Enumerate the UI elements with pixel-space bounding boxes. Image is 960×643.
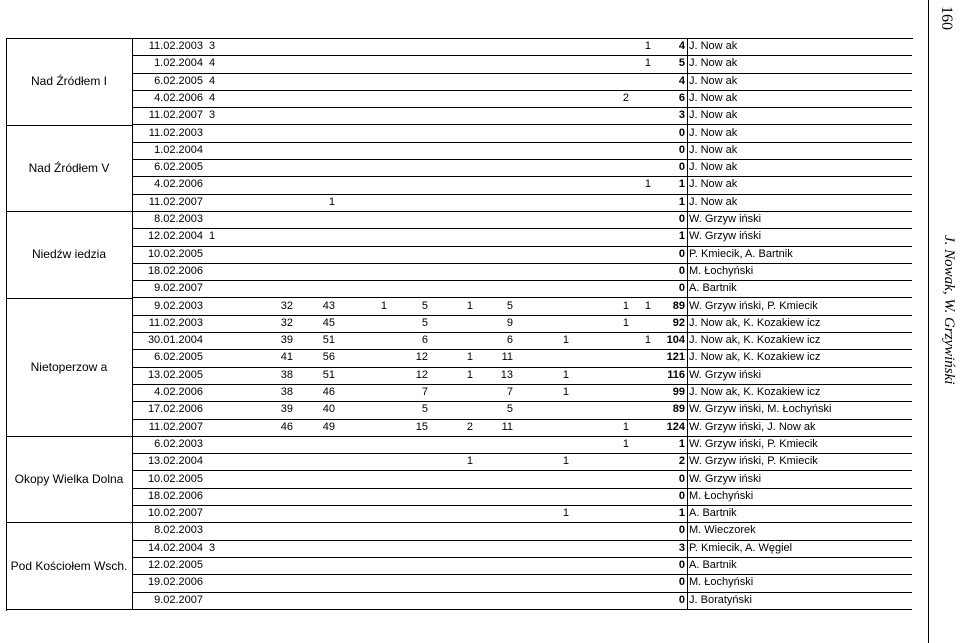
table-row xyxy=(133,540,912,558)
sum-cell: 1 xyxy=(678,195,685,208)
sum-cell: 121 xyxy=(666,351,685,364)
count-cell: 5 xyxy=(506,403,513,416)
date-cell: 4.02.2006 xyxy=(154,178,203,191)
sum-cell: 89 xyxy=(672,403,685,416)
date-cell: 6.02.2005 xyxy=(154,161,203,174)
date-cell: 12.02.2004 xyxy=(147,230,203,243)
observer-cell: J. Now ak xyxy=(689,195,738,208)
count-cell: 5 xyxy=(506,299,513,312)
observer-cell: W. Grzyw iński xyxy=(689,230,762,243)
count-cell: 1 xyxy=(466,351,473,364)
observer-cell: J. Now ak, K. Kozakiew icz xyxy=(689,316,821,329)
table-row xyxy=(133,228,912,246)
sum-cell: 0 xyxy=(678,559,685,571)
site-name: Nad Źródłem I xyxy=(30,74,108,89)
table-row xyxy=(133,298,912,316)
sum-cell: 0 xyxy=(678,143,685,156)
date-cell: 13.02.2005 xyxy=(147,368,203,381)
date-cell: 17.02.2006 xyxy=(147,403,203,416)
sum-cell: 6 xyxy=(678,91,685,104)
sum-cell: 116 xyxy=(667,368,685,381)
count-cell: 1 xyxy=(562,334,569,347)
sum-cell: 1 xyxy=(678,507,685,520)
date-cell: 14.02.2004 xyxy=(147,541,203,554)
count-cell: 11 xyxy=(501,420,513,433)
observer-cell: W. Grzyw iński, J. Now ak xyxy=(689,420,816,433)
count-cell: 6 xyxy=(421,334,428,347)
count-cell: 1 xyxy=(644,334,651,347)
observer-cell: J. Now ak xyxy=(689,57,738,70)
date-cell: 11.02.2003 xyxy=(148,316,203,329)
observer-cell: M. Wieczorek xyxy=(689,524,756,537)
observer-cell: J. Now ak xyxy=(689,40,738,52)
site-name: Niedźw iedzia xyxy=(31,247,107,262)
table-row xyxy=(133,315,912,333)
observer-cell: M. Łochyński xyxy=(689,576,754,589)
count-cell: 41 xyxy=(280,351,293,364)
date-cell: 9.02.2007 xyxy=(154,593,203,606)
observer-cell: M. Łochyński xyxy=(689,264,754,277)
count-cell: 3 xyxy=(209,541,216,554)
site-group xyxy=(6,211,133,299)
count-cell: 1 xyxy=(380,299,387,312)
observer-cell: A. Bartnik xyxy=(689,282,737,295)
sum-cell: 0 xyxy=(678,489,685,502)
count-cell: 1 xyxy=(466,299,473,312)
count-cell: 39 xyxy=(280,334,293,347)
count-cell: 11 xyxy=(501,351,513,364)
sum-cell: 0 xyxy=(678,247,685,260)
count-cell: 38 xyxy=(280,386,293,398)
count-cell: 1 xyxy=(562,455,569,468)
observer-cell: A. Bartnik xyxy=(689,507,737,520)
observer-cell: J. Now ak xyxy=(689,161,738,174)
date-cell: 10.02.2005 xyxy=(147,472,203,485)
count-cell: 1 xyxy=(622,420,629,433)
table-row xyxy=(133,159,912,177)
count-cell: 43 xyxy=(322,299,335,312)
count-cell: 7 xyxy=(506,386,513,398)
observer-cell: J. Now ak xyxy=(689,91,738,104)
sum-cell: 0 xyxy=(678,472,685,485)
count-cell: 1 xyxy=(328,195,335,208)
site-group xyxy=(6,436,133,524)
table-row xyxy=(133,194,912,212)
observer-cell: W. Grzyw iński, M. Łochyński xyxy=(689,403,832,416)
table-row xyxy=(133,488,912,506)
table-row xyxy=(133,557,912,575)
table-row xyxy=(133,246,912,264)
sum-cell: 3 xyxy=(678,541,685,554)
count-cell: 4 xyxy=(209,74,216,87)
count-cell: 7 xyxy=(421,386,428,398)
sum-cell: 0 xyxy=(678,593,685,606)
sum-cell: 104 xyxy=(666,334,685,347)
count-cell: 45 xyxy=(322,316,335,329)
date-cell: 13.02.2004 xyxy=(147,455,203,468)
count-cell: 5 xyxy=(421,299,428,312)
site-name: Pod Kościołem Wsch. xyxy=(10,558,128,573)
table-row xyxy=(133,332,912,350)
count-cell: 4 xyxy=(209,91,216,104)
table-row xyxy=(133,211,912,229)
sum-cell: 1 xyxy=(678,178,685,191)
count-cell: 12 xyxy=(415,368,428,381)
site-group xyxy=(6,522,133,610)
count-cell: 4 xyxy=(209,57,216,70)
table-row xyxy=(133,419,912,437)
table-row xyxy=(133,107,912,125)
count-cell: 6 xyxy=(506,334,513,347)
count-cell: 1 xyxy=(209,230,216,243)
site-group xyxy=(6,125,133,213)
sum-cell: 0 xyxy=(678,126,685,139)
observer-cell: P. Kmiecik, A. Bartnik xyxy=(689,247,793,260)
date-cell: 8.02.2003 xyxy=(154,524,203,537)
page-number: 160 xyxy=(938,6,955,30)
date-cell: 9.02.2007 xyxy=(154,282,203,295)
running-head: J. Nowak, W. Grzywiński xyxy=(941,235,957,385)
table-row xyxy=(133,592,912,610)
observer-cell: P. Kmiecik, A. Węgiel xyxy=(689,541,793,554)
table-row xyxy=(133,176,912,194)
date-cell: 6.02.2005 xyxy=(154,74,203,87)
observer-cell: J. Now ak xyxy=(689,126,738,139)
observer-cell: W. Grzyw iński, P. Kmiecik xyxy=(689,437,818,450)
table-row xyxy=(133,522,912,540)
sum-cell: 0 xyxy=(678,524,685,537)
table-row xyxy=(133,505,912,523)
sum-cell: 4 xyxy=(678,74,685,87)
table-row xyxy=(133,436,912,454)
count-cell: 13 xyxy=(500,368,513,381)
date-cell: 1.02.2004 xyxy=(154,57,203,70)
observer-cell: W. Grzyw iński xyxy=(689,472,762,485)
date-cell: 9.02.2003 xyxy=(154,299,203,312)
observer-cell: W. Grzyw iński, P. Kmiecik xyxy=(689,299,818,312)
observer-cell: J. Now ak xyxy=(689,74,738,87)
count-cell: 40 xyxy=(322,403,335,416)
sum-cell: 2 xyxy=(678,455,685,468)
sum-cell: 5 xyxy=(678,57,685,70)
site-group xyxy=(6,38,133,126)
count-cell: 1 xyxy=(562,507,569,520)
date-cell: 10.02.2007 xyxy=(147,507,203,520)
count-cell: 32 xyxy=(280,316,293,329)
date-cell: 4.02.2006 xyxy=(154,91,203,104)
count-cell: 15 xyxy=(415,420,428,433)
count-cell: 1 xyxy=(622,437,629,450)
observer-cell: A. Bartnik xyxy=(689,559,737,571)
observer-cell: J. Now ak xyxy=(689,143,738,156)
table-row xyxy=(133,38,912,56)
count-cell: 56 xyxy=(322,351,335,364)
sum-cell: 0 xyxy=(678,576,685,589)
sum-cell: 124 xyxy=(666,420,685,433)
date-cell: 11.02.2007 xyxy=(148,420,203,433)
date-cell: 19.02.2006 xyxy=(147,576,203,589)
date-cell: 11.02.2007 xyxy=(148,109,203,122)
count-cell: 2 xyxy=(466,420,473,433)
observer-cell: W. Grzyw iński, P. Kmiecik xyxy=(689,455,818,468)
observer-cell: J. Now ak, K. Kozakiew icz xyxy=(689,386,821,398)
observer-cell: W. Grzyw iński xyxy=(689,213,762,225)
count-cell: 1 xyxy=(466,455,473,468)
observer-cell: M. Łochyński xyxy=(689,489,754,502)
count-cell: 1 xyxy=(622,299,629,312)
sum-cell: 0 xyxy=(678,282,685,295)
sum-cell: 3 xyxy=(678,109,685,122)
date-cell: 6.02.2003 xyxy=(154,437,203,450)
sum-cell: 4 xyxy=(678,40,685,52)
date-cell: 10.02.2005 xyxy=(147,247,203,260)
count-cell: 46 xyxy=(322,386,335,398)
count-cell: 46 xyxy=(280,420,293,433)
date-cell: 11.02.2003 xyxy=(148,126,203,139)
site-group xyxy=(6,298,133,437)
date-cell: 11.02.2003 xyxy=(148,40,203,52)
table-row xyxy=(133,280,912,298)
date-cell: 12.02.2005 xyxy=(147,559,203,571)
count-cell: 3 xyxy=(209,109,216,122)
table-row xyxy=(133,471,912,489)
sum-cell: 92 xyxy=(672,316,685,329)
count-cell: 1 xyxy=(622,316,629,329)
count-cell: 49 xyxy=(322,420,335,433)
count-cell: 1 xyxy=(644,40,651,52)
table-row xyxy=(133,453,912,471)
date-cell: 4.02.2006 xyxy=(154,386,203,398)
count-cell: 1 xyxy=(644,57,651,70)
table-row xyxy=(133,55,912,73)
page-edge-rule xyxy=(928,0,929,643)
count-cell: 1 xyxy=(644,178,651,191)
date-cell: 6.02.2005 xyxy=(154,351,203,364)
table-row xyxy=(133,263,912,281)
observer-cell: J. Now ak, K. Kozakiew icz xyxy=(689,334,821,347)
count-cell: 3 xyxy=(209,40,216,52)
sum-cell: 0 xyxy=(678,213,685,225)
date-cell: 30.01.2004 xyxy=(147,334,203,347)
count-cell: 1 xyxy=(562,386,569,398)
observer-cell: J. Boratyński xyxy=(689,593,752,606)
table-row xyxy=(133,73,912,91)
sum-cell: 0 xyxy=(678,264,685,277)
count-cell: 38 xyxy=(280,368,293,381)
site-name: Okopy Wielka Dolna xyxy=(14,472,124,487)
observer-cell: J. Now ak xyxy=(689,109,738,122)
date-cell: 18.02.2006 xyxy=(147,489,203,502)
table-row xyxy=(133,401,912,419)
count-cell: 9 xyxy=(506,316,513,329)
date-cell: 18.02.2006 xyxy=(147,264,203,277)
count-cell: 5 xyxy=(421,316,428,329)
table-row xyxy=(133,367,912,385)
date-cell: 8.02.2003 xyxy=(154,213,203,225)
observer-cell: J. Now ak xyxy=(689,178,738,191)
sum-cell: 1 xyxy=(678,437,685,450)
table-row xyxy=(133,574,912,592)
table-row xyxy=(133,90,912,108)
count-cell: 5 xyxy=(421,403,428,416)
table-row xyxy=(133,125,912,143)
table-row xyxy=(133,142,912,160)
count-cell: 1 xyxy=(562,368,569,381)
count-cell: 51 xyxy=(322,368,335,381)
date-cell: 1.02.2004 xyxy=(154,143,203,156)
count-cell: 12 xyxy=(415,351,428,364)
count-cell: 1 xyxy=(644,299,651,312)
count-cell: 2 xyxy=(622,91,629,104)
count-cell: 32 xyxy=(280,299,293,312)
count-cell: 51 xyxy=(322,334,335,347)
date-cell: 11.02.2007 xyxy=(148,195,203,208)
sum-cell: 0 xyxy=(678,161,685,174)
sum-cell: 1 xyxy=(678,230,685,243)
sum-cell: 89 xyxy=(672,299,685,312)
site-name: Nad Źródłem V xyxy=(28,160,110,175)
count-cell: 1 xyxy=(466,368,473,381)
table-row xyxy=(133,384,912,402)
table-row xyxy=(133,349,912,367)
sum-cell: 99 xyxy=(672,386,685,398)
observer-cell: J. Now ak, K. Kozakiew icz xyxy=(689,351,821,364)
count-cell: 39 xyxy=(280,403,293,416)
observer-cell: W. Grzyw iński xyxy=(689,368,762,381)
site-name: Nietoperzow a xyxy=(30,359,108,374)
